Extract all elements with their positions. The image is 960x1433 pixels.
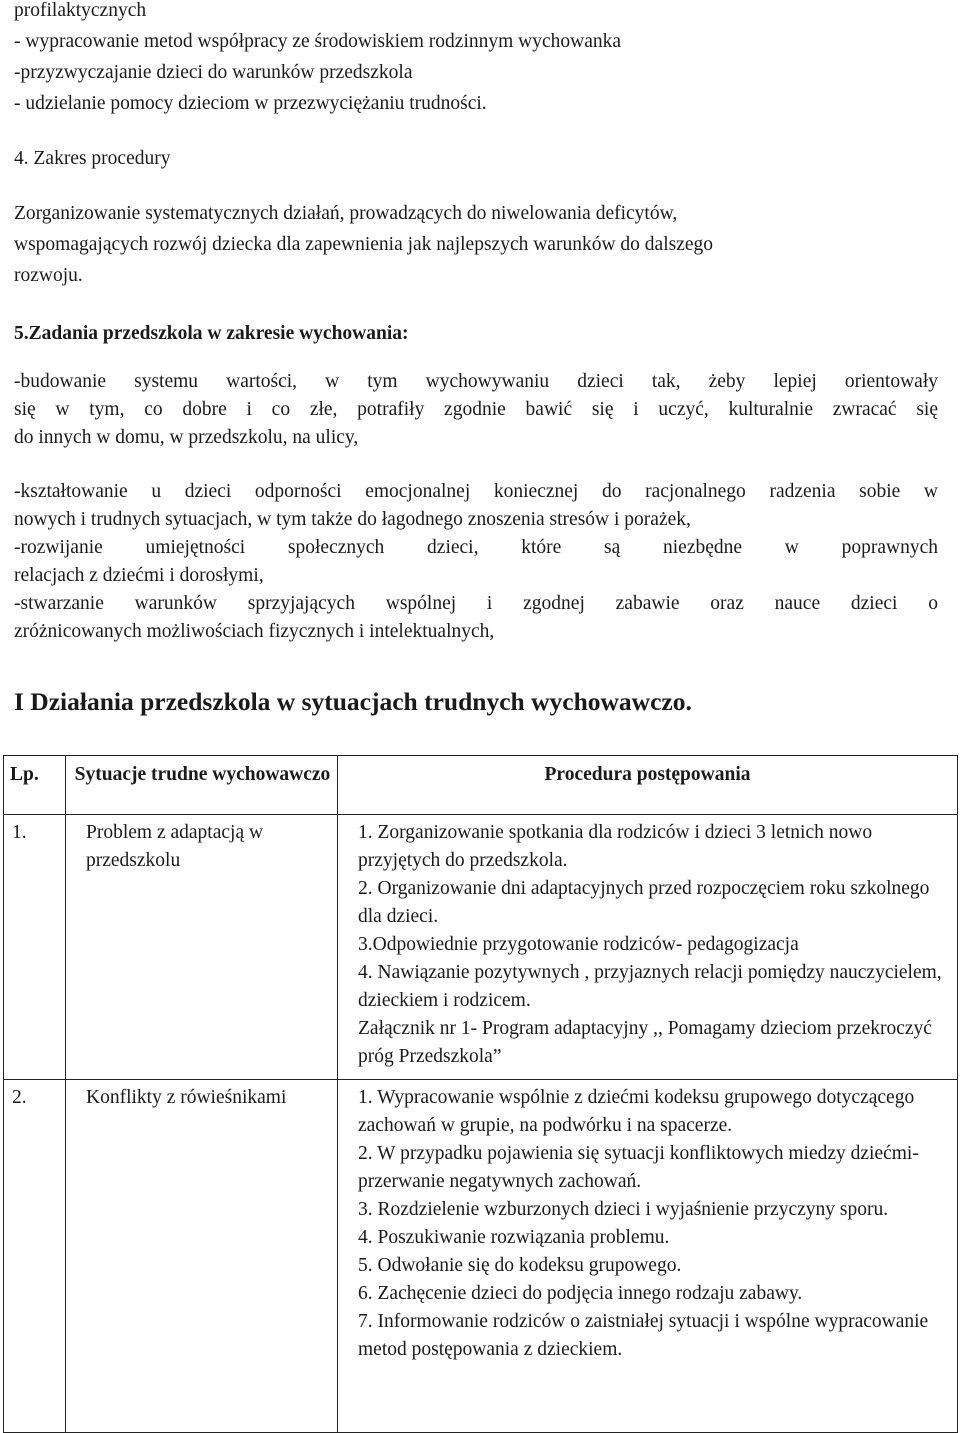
procedure-step: 3. Rozdzielenie wzburzonych dzieci i wyjaśnienie przyczyny sporu. (358, 1199, 889, 1220)
intro-list (14, 0, 934, 119)
procedure-step: 5. Odwołanie się do kodeksu grupowego. (358, 1255, 682, 1276)
list-line: nowych i trudnych sytuacjach, w tym także do łagodnego znoszenia stresów i porażek, (14, 509, 691, 530)
section-4-line: wspomagających rozwój dziecka dla zapewnienia jak najlepszych warunków do dalszego (14, 234, 714, 255)
section-5-line: się w tym, co dobre i co złe, potrafiły zgodnie bawić się i uczyć, kulturalnie zwracać się (14, 399, 938, 420)
section-4-line: Zorganizowanie systematycznych działań, prowadzących do niwelowania deficytów, (14, 203, 678, 224)
list-line: -stwarzanie warunków sprzyjających wspólnej i zgodnej zabawie oraz nauce dzieci o (14, 593, 938, 614)
procedure-step: 6. Zachęcenie dzieci do podjęcia innego rodzaju zabawy. (358, 1283, 803, 1304)
list-line: -rozwijanie umiejętności społecznych dzieci, które są niezbędne w poprawnych (14, 537, 938, 558)
list-line: zróżnicowanych możliwościach fizycznych i intelektualnych, (14, 621, 495, 642)
section-4-body (14, 198, 934, 291)
row-situation: Problem z adaptacją w przedszkolu (66, 815, 338, 1080)
section-5-list (14, 478, 938, 646)
section-4-heading: 4. Zakres procedury (14, 148, 171, 169)
section-4-line: rozwoju. (14, 265, 83, 286)
table-header-row (4, 756, 958, 815)
row-situation: Konflikty z rówieśnikami (66, 1080, 338, 1433)
main-heading: I Działania przedszkola w sytuacjach trudnych wychowawczo. (14, 687, 692, 716)
section-5-paragraph (14, 368, 938, 452)
row-number: 2. (4, 1080, 66, 1433)
procedure-step: 2. Organizowanie dni adaptacyjnych przed rozpoczęciem roku szkolnego dla dzieci. (358, 878, 930, 927)
table-row (4, 815, 958, 1080)
table-row (4, 1080, 958, 1433)
procedure-step: 7. Informowanie rodziców o zaistniałej sytuacji i wspólne wypracowanie metod postępowania z dzieckiem. (358, 1311, 929, 1360)
header-procedure: Procedura postępowania (338, 756, 958, 815)
list-line: relacjach z dziećmi i dorosłymi, (14, 565, 264, 586)
procedure-step: Załącznik nr 1- Program adaptacyjny ,, Pomagamy dzieciom przekroczyć próg Przedszkola” (358, 1018, 932, 1067)
intro-line: -przyzwyczajanie dzieci do warunków przedszkola (14, 62, 413, 83)
row-number: 1. (4, 815, 66, 1080)
section-5-line: -budowanie systemu wartości, w tym wychowywaniu dzieci tak, żeby lepiej orientowały (14, 371, 938, 392)
row-procedure (338, 815, 958, 1080)
header-situation: Sytuacje trudne wychowawczo (66, 756, 338, 815)
row-procedure (338, 1080, 958, 1433)
procedure-step: 1. Zorganizowanie spotkania dla rodziców i dzieci 3 letnich nowo przyjętych do przedszkola. (358, 822, 873, 871)
intro-line: - udzielanie pomocy dzieciom w przezwyciężaniu trudności. (14, 93, 487, 114)
list-line: -kształtowanie u dzieci odporności emocjonalnej koniecznej do racjonalnego radzenia sobie w (14, 481, 938, 502)
intro-line: profilaktycznych (14, 0, 147, 21)
procedure-step: 2. W przypadku pojawienia się sytuacji konfliktowych miedzy dziećmi- przerwanie negatywnych zachowań. (358, 1143, 919, 1192)
procedure-step: 1. Wypracowanie wspólnie z dziećmi kodeksu grupowego dotyczącego zachowań w grupie, na podwórku i na spacerze. (358, 1087, 915, 1136)
intro-line: - wypracowanie metod współpracy ze środowiskiem rodzinnym wychowanka (14, 31, 622, 52)
procedure-step: 3.Odpowiednie przygotowanie rodziców- pedagogizacja (358, 934, 799, 955)
section-5-heading: 5.Zadania przedszkola w zakresie wychowania: (14, 323, 409, 344)
procedure-step: 4. Nawiązanie pozytywnych , przyjaznych relacji pomiędzy nauczycielem, dzieckiem i rodzicem. (358, 962, 942, 1011)
procedure-step: 4. Poszukiwanie rozwiązania problemu. (358, 1227, 670, 1248)
section-5-line: do innych w domu, w przedszkolu, na ulicy, (14, 427, 359, 448)
header-lp: Lp. (4, 756, 66, 815)
procedures-table (3, 755, 958, 1433)
